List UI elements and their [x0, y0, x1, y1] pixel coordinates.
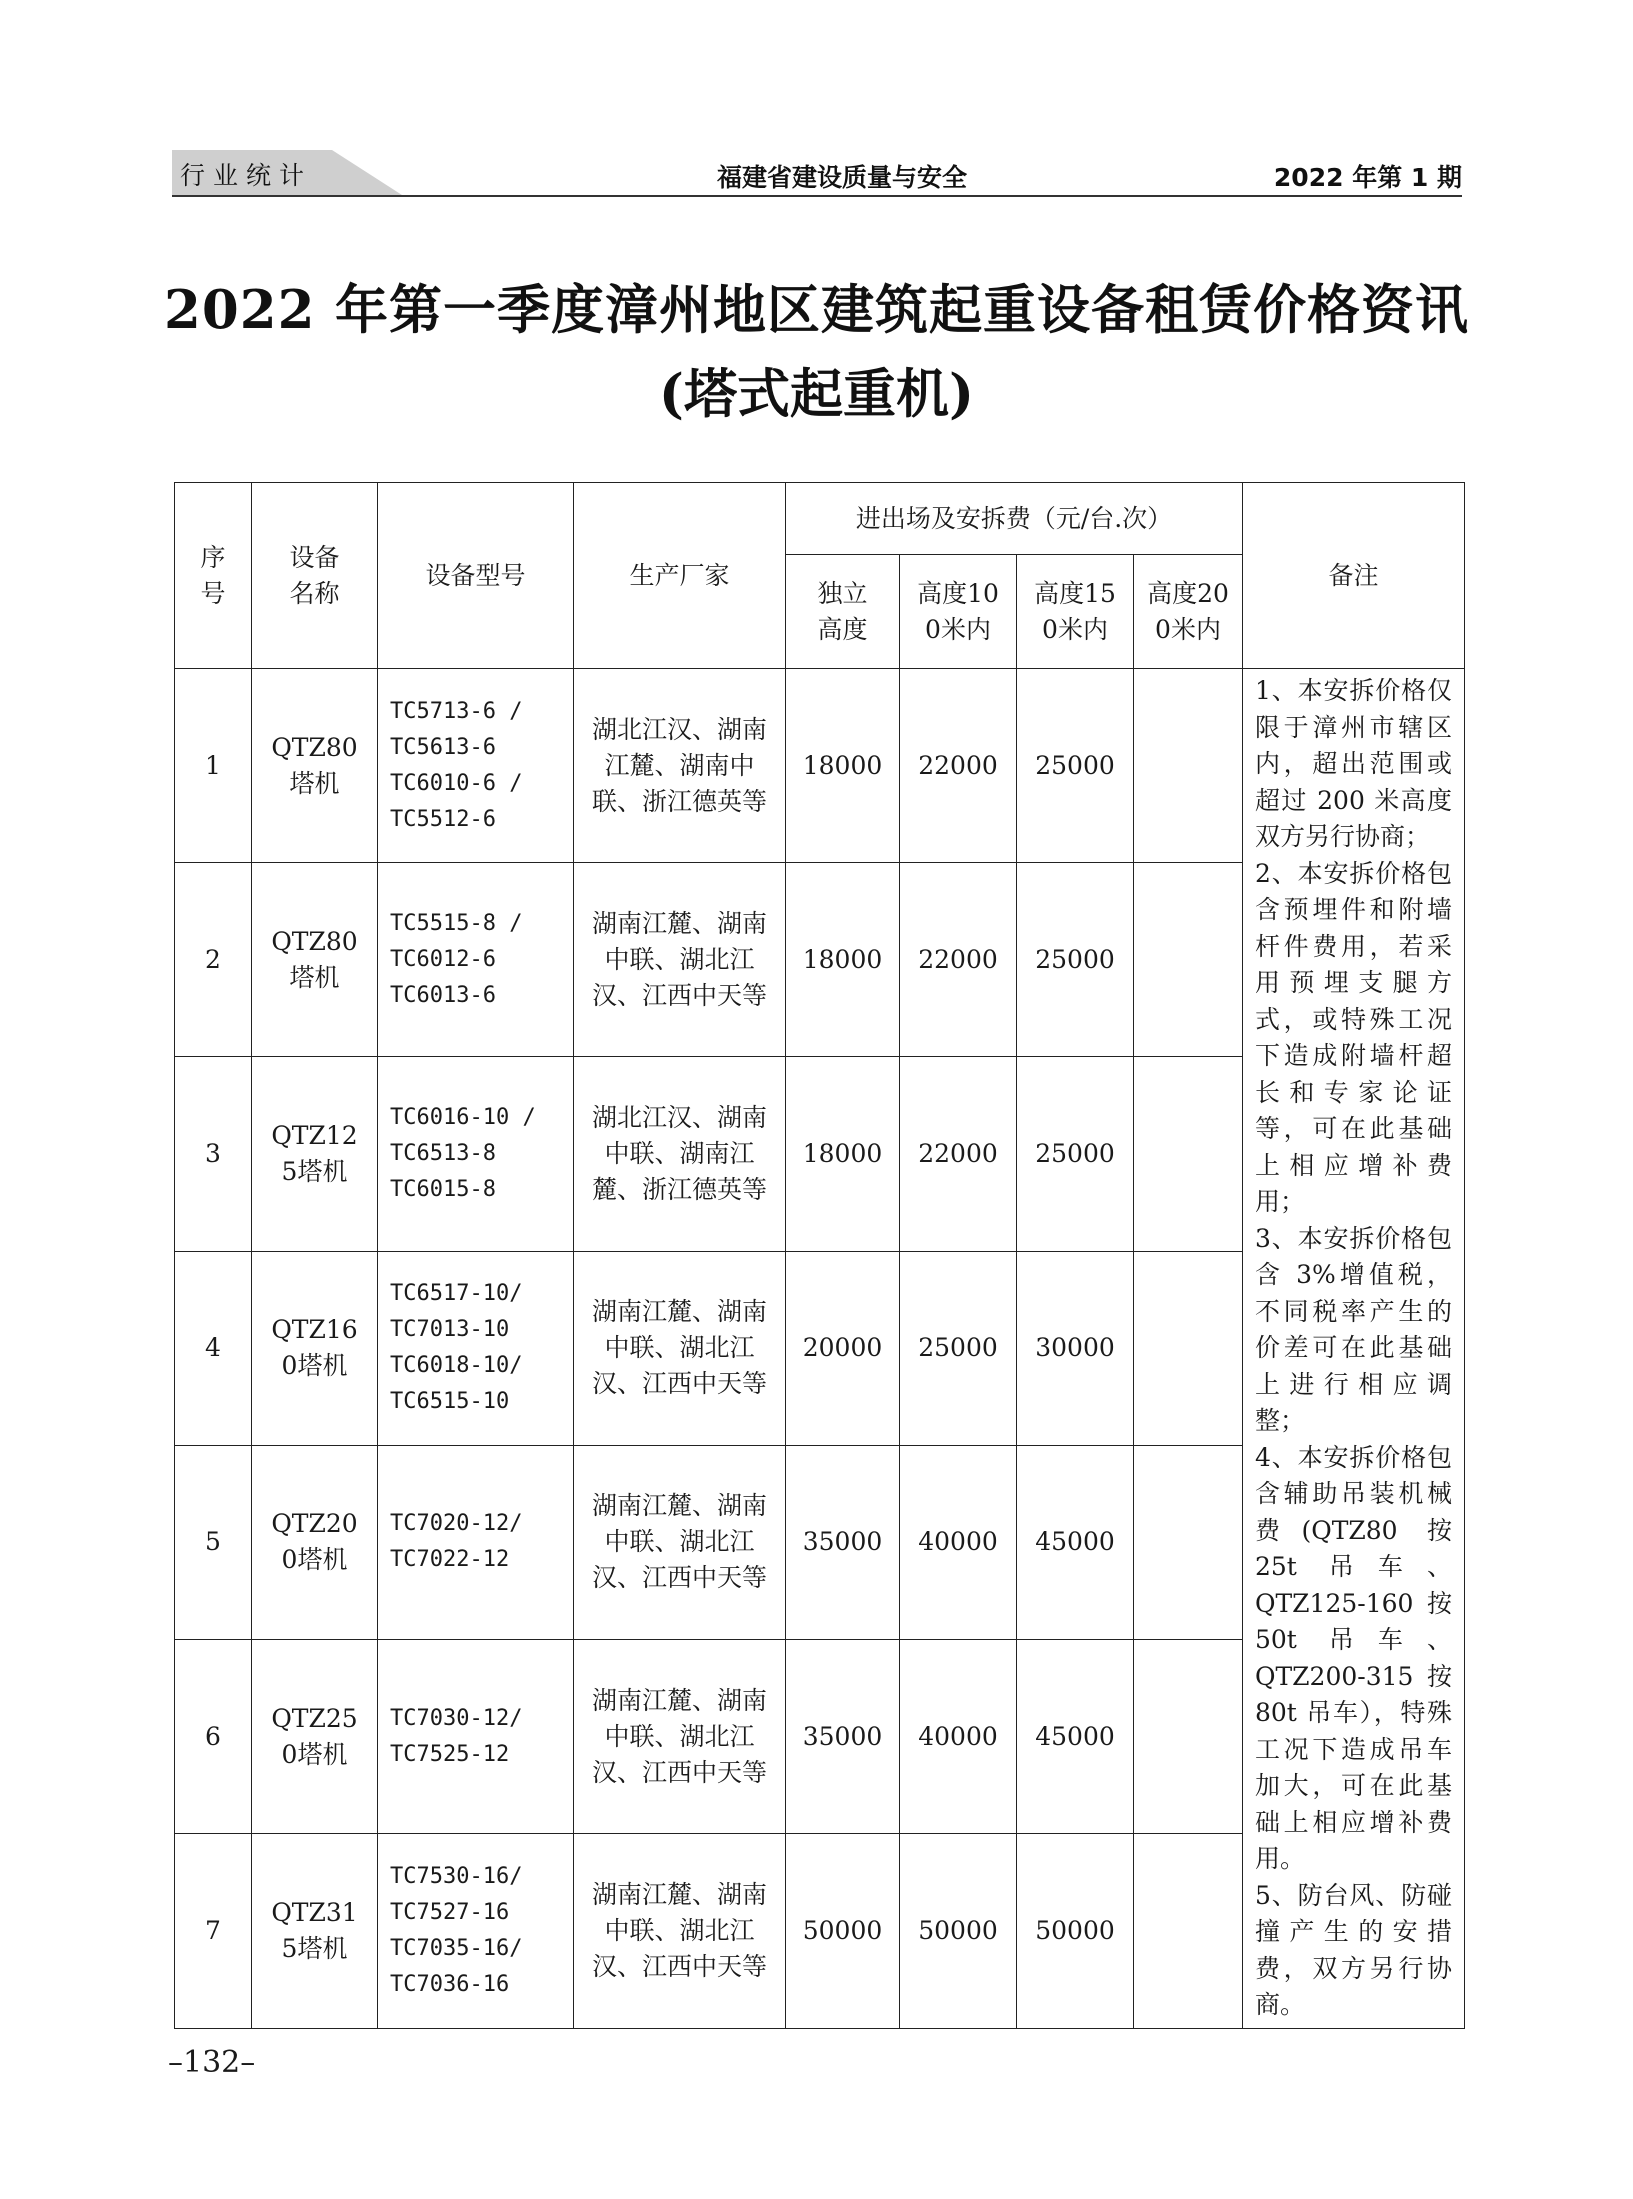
note-item: 3、本安拆价格包含 3%增值税，不同税率产生的价差可在此基础上进行相应调整；: [1255, 1223, 1452, 1435]
equipment-name: QTZ160塔机: [271, 1315, 358, 1381]
cell-notes: [1243, 669, 1465, 2029]
header-name: 设备名称: [252, 483, 378, 669]
cell-maker: 湖北江汉、湖南中联、湖南江麓、浙江德英等: [574, 1057, 786, 1251]
cell-h100: 25000: [900, 1251, 1017, 1445]
cell-maker: 湖北江汉、湖南江麓、湖南中联、浙江德英等: [574, 669, 786, 863]
note-item: 4、本安拆价格包含辅助吊装机械费(QTZ80 按 25t 吊车、QTZ125-160 按 50t 吊车、QTZ200-315 按 80t 吊车），特殊工况下造成吊车加大，可在此基础上相应增补费用。: [1255, 1442, 1452, 1873]
cell-h150: 50000: [1017, 1834, 1134, 2028]
running-header: [172, 150, 1462, 197]
cell-maker: 湖南江麓、湖南中联、湖北江汉、江西中天等: [574, 1640, 786, 1834]
equipment-name: QTZ315塔机: [271, 1897, 358, 1963]
model-line: TC7030-12/: [390, 1705, 523, 1731]
header-model: 设备型号: [378, 483, 574, 669]
cell-free-height: 18000: [786, 1057, 900, 1251]
cell-name: [252, 669, 378, 863]
cell-h200: [1134, 1640, 1243, 1834]
header-note: 备注: [1243, 483, 1465, 669]
note-item: 1、本安拆价格仅限于漳州市辖区内，超出范围或超过 200 米高度双方另行协商；: [1255, 676, 1452, 851]
cell-name: [252, 1251, 378, 1445]
model-line: TC7020-12/: [390, 1511, 523, 1537]
header-h150: 高度150米内: [1017, 555, 1134, 669]
note-item: 2、本安拆价格包含预埋件和附墙杆件费用，若采用预埋支腿方式，或特殊工况下造成附墙杆超长和专家论证等，可在此基础上相应增补费用；: [1255, 858, 1452, 1216]
model-line: TC7022-12: [390, 1547, 510, 1573]
model-line: TC6013-6: [390, 982, 496, 1008]
cell-model: [378, 1251, 574, 1445]
header-maker: 生产厂家: [574, 483, 786, 669]
header-h100: 高度100米内: [900, 555, 1017, 669]
cell-h150: 25000: [1017, 669, 1134, 863]
cell-model: [378, 1640, 574, 1834]
cell-maker: 湖南江麓、湖南中联、湖北江汉、江西中天等: [574, 1445, 786, 1639]
model-line: TC7036-16: [390, 1971, 510, 1997]
cell-maker: 湖南江麓、湖南中联、湖北江汉、江西中天等: [574, 1251, 786, 1445]
header-h200: 高度200米内: [1134, 555, 1243, 669]
cell-h100: 22000: [900, 1057, 1017, 1251]
equipment-name: QTZ250塔机: [271, 1703, 358, 1769]
cell-maker: 湖南江麓、湖南中联、湖北江汉、江西中天等: [574, 1834, 786, 2028]
model-line: TC7525-12: [390, 1741, 510, 1767]
cell-model: [378, 669, 574, 863]
cell-free-height: 50000: [786, 1834, 900, 2028]
price-table: [174, 482, 1465, 2029]
page-title: 2022 年第一季度漳州地区建筑起重设备租赁价格资讯: [164, 279, 1469, 341]
model-line: TC6015-8: [390, 1177, 496, 1202]
journal-name: 福建省建设质量与安全: [716, 163, 967, 192]
cell-h200: [1134, 669, 1243, 863]
cell-name: [252, 1057, 378, 1251]
cell-name: [252, 1445, 378, 1639]
cell-name: [252, 863, 378, 1057]
cell-seq: 1: [175, 669, 252, 863]
cell-h200: [1134, 1445, 1243, 1639]
cell-model: [378, 1057, 574, 1251]
cell-name: [252, 1834, 378, 2028]
cell-free-height: 35000: [786, 1640, 900, 1834]
model-line: TC5515-8 /: [390, 910, 523, 936]
header-free-height: 独立高度: [786, 555, 900, 669]
header-fee-group: 进出场及安拆费（元/台.次）: [786, 483, 1243, 555]
model-line: TC6513-8: [390, 1141, 496, 1166]
model-line: TC7035-16/: [390, 1935, 523, 1961]
cell-model: [378, 863, 574, 1057]
cell-h100: 22000: [900, 669, 1017, 863]
cell-h150: 45000: [1017, 1640, 1134, 1834]
model-line: TC7527-16: [390, 1899, 510, 1925]
equipment-name: QTZ125塔机: [271, 1121, 358, 1186]
cell-h100: 50000: [900, 1834, 1017, 2028]
cell-model: [378, 1834, 574, 2028]
section-label: 行业统计: [180, 161, 313, 190]
model-line: TC7013-10: [390, 1317, 510, 1343]
note-item: 5、防台风、防碰撞产生的安措费，双方另行协商。: [1255, 1880, 1452, 2019]
model-line: TC5713-6 /: [390, 698, 523, 724]
model-line: TC6012-6: [390, 946, 496, 972]
model-line: TC6016-10 /: [390, 1105, 536, 1130]
page-number: –132–: [168, 2045, 256, 2080]
model-line: TC5512-6: [390, 806, 496, 832]
equipment-name: QTZ80塔机: [271, 732, 358, 798]
cell-seq: 5: [175, 1445, 252, 1639]
cell-free-height: 18000: [786, 863, 900, 1057]
cell-h200: [1134, 1251, 1243, 1445]
cell-h200: [1134, 863, 1243, 1057]
equipment-name: QTZ200塔机: [271, 1509, 358, 1575]
section-tab: [172, 150, 402, 195]
cell-h100: 22000: [900, 863, 1017, 1057]
cell-h150: 45000: [1017, 1445, 1134, 1639]
cell-seq: 4: [175, 1251, 252, 1445]
model-line: TC6515-10: [390, 1389, 510, 1415]
cell-h100: 40000: [900, 1445, 1017, 1639]
cell-free-height: 35000: [786, 1445, 900, 1639]
cell-free-height: 18000: [786, 669, 900, 863]
cell-model: [378, 1445, 574, 1639]
issue-label: 2022 年第 1 期: [1273, 163, 1462, 192]
header-seq: 序号: [175, 483, 252, 669]
cell-seq: 2: [175, 863, 252, 1057]
cell-h150: 25000: [1017, 1057, 1134, 1251]
model-line: TC6018-10/: [390, 1353, 523, 1379]
cell-h150: 30000: [1017, 1251, 1134, 1445]
cell-h200: [1134, 1834, 1243, 2028]
model-line: TC6517-10/: [390, 1281, 523, 1307]
table-body: [175, 669, 1465, 2029]
cell-name: [252, 1640, 378, 1834]
model-line: TC6010-6 /: [390, 770, 523, 796]
page-subtitle: (塔式起重机): [658, 363, 975, 425]
cell-maker: 湖南江麓、湖南中联、湖北江汉、江西中天等: [574, 863, 786, 1057]
table-row: [175, 669, 1465, 863]
cell-h100: 40000: [900, 1640, 1017, 1834]
cell-seq: 6: [175, 1640, 252, 1834]
equipment-name: QTZ80塔机: [271, 926, 358, 992]
cell-h200: [1134, 1057, 1243, 1251]
cell-seq: 3: [175, 1057, 252, 1251]
cell-free-height: 20000: [786, 1251, 900, 1445]
model-line: TC7530-16/: [390, 1863, 523, 1889]
model-line: TC5613-6: [390, 734, 496, 760]
cell-h150: 25000: [1017, 863, 1134, 1057]
cell-seq: 7: [175, 1834, 252, 2028]
